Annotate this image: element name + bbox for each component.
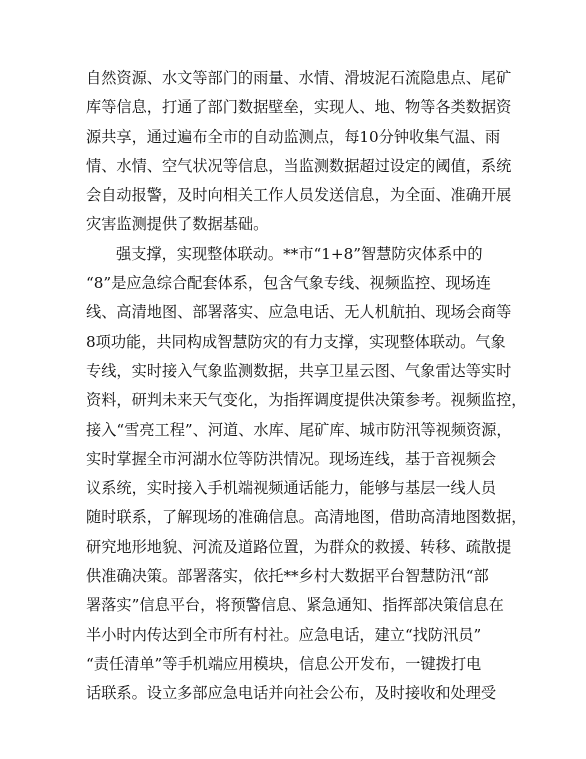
text-line: 自然资源、水文等部门的雨量、水情、滑坡泥石流隐患点、尾矿: [86, 69, 512, 87]
text-line: 源共享，通过遍布全市的自动监测点，每10分钟收集气温、雨: [86, 127, 501, 146]
text-line: 实时掌握全市河湖水位等防洪情况。现场连线，基于音视频会: [86, 449, 497, 468]
text-line: 库等信息，打通了部门数据壁垒，实现人、地、物等各类数据资: [86, 98, 512, 117]
text-line: “8”是应急综合配套体系，包含气象专线、视频监控、现场连: [86, 274, 491, 293]
text-line: 话联系。设立多部应急电话并向社会公布，及时接收和处理受: [86, 684, 497, 703]
text-line: 专线，实时接入气象监测数据，共享卫星云图、气象雷达等实时: [86, 361, 512, 380]
text-line: 会自动报警，及时向相关工作人员发送信息，为全面、准确开展: [86, 186, 512, 205]
text-line: 情、水情、空气状况等信息，当监测数据超过设定的阈值，系统: [86, 156, 512, 175]
text-line: 随时联系，了解现场的准确信息。高清地图，借助高清地图数据，: [86, 508, 527, 527]
text-line: 灾害监测提供了数据基础。: [86, 215, 269, 234]
text-line: 供准确决策。部署落实，依托**乡村大数据平台智慧防汛“部: [86, 567, 489, 586]
text-line: 署落实”信息平台，将预警信息、紧急通知、指挥部决策信息在: [86, 596, 504, 615]
body-text: [86, 64, 527, 709]
text-line: 线、高清地图、部署落实、应急电话、无人机航拍、现场会商等: [86, 303, 512, 322]
text-line: 8项功能，共同构成智慧防灾的有力支撑，实现整体联动。气象: [86, 332, 506, 351]
text-line: 议系统，实时接入手机端视频通话能力，能够与基层一线人员: [86, 479, 497, 498]
paragraph-first-line: 强支撑，实现整体联动。**市“1+8”智慧防灾体系中的: [116, 244, 483, 263]
text-line: “责任清单”等手机端应用模块，信息公开发布，一键拨打电: [86, 654, 482, 673]
text-line: 接入“雪亮工程”、河道、水库、尾矿库、城市防汛等视频资源，: [86, 420, 512, 439]
text-line: 半小时内传达到全市所有村社。应急电话，建立“找防汛员”: [86, 625, 482, 644]
text-line: 资料，研判未来天气变化，为指挥调度提供决策参考。视频监控，: [86, 391, 527, 410]
text-line: 研究地形地貌、河流及道路位置，为群众的救援、转移、疏散提: [86, 537, 512, 556]
